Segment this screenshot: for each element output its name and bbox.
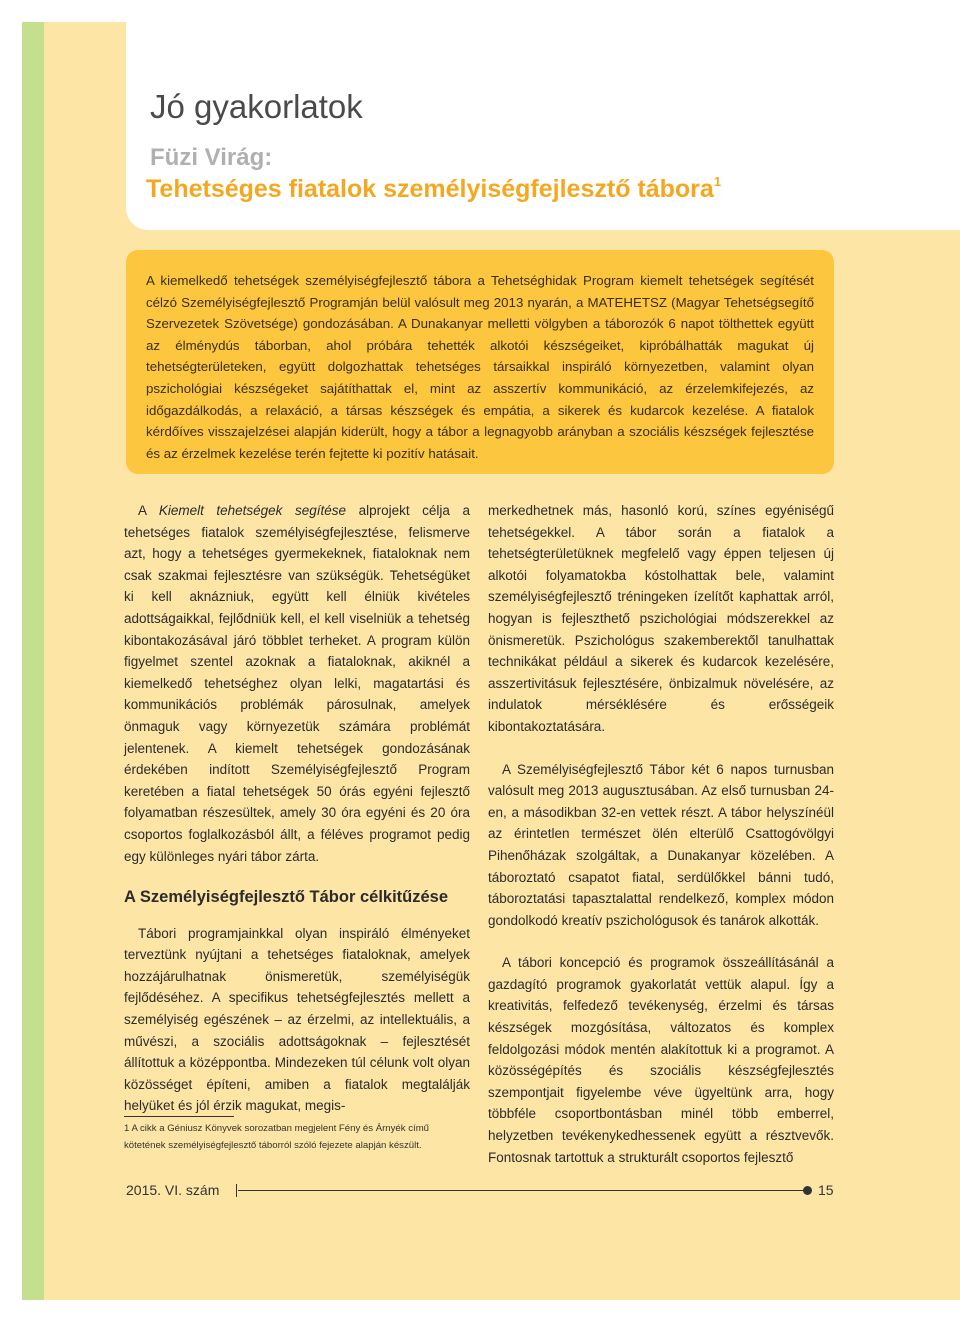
subheading: A Személyiségfejlesztő Tábor célkitűzése [124, 888, 449, 907]
left-paragraph-1 [124, 500, 470, 867]
title-footnote-mark: 1 [713, 174, 722, 189]
right-paragraph-3: A tábori koncepció és programok összeállításánál a gazdagító programok gyakorlatát vettük alapul. Így a kreativitás, felfedező tevékenység, érzelmi és társas készségek mozgósítása, változatos és komplex feldolgozási módok mentén alakítottuk ki a programot. A közösségépítés és szociális készségfejlesztés szempontjait figyelembe véve ügyeltünk arra, hogy többféle csoportbontásban minél több emberrel, helyzetben tevékenykedhessenek együtt a résztvevők. Fontosnak tartottuk a strukturált csoportos fejlesztő [488, 955, 834, 1165]
right-paragraph-1: merkedhetnek más, hasonló korú, színes egyéniségű tehetségekkel. A tábor során a fiatalok a tehetségterületüknek megfelelő vagy éppen teljesen új alkotói folyamatokba kóstolhattak bele, valamint személyiségfejlesztő tréningeken ízelítőt kaphattak arról, hogyan is fejleszthető pszichológiai módszerekkel az önismeretük. Pszichológus szakemberektől tanulhattak technikákat például a sikerek és kudarcok kezelésére, asszertivitásuk fejlesztésére, önbizalmuk növelésére, az indulatok mérséklésére és erősségeik kibontakoztatására. [488, 503, 834, 734]
article-title [146, 174, 721, 204]
footer-rule-dot [803, 1186, 812, 1195]
author-name: Füzi Virág: [150, 144, 273, 171]
green-margin-strip [22, 22, 44, 1300]
abstract-box [126, 250, 834, 474]
right-paragraph-2: A Személyiségfejlesztő Tábor két 6 napos turnusban valósult meg 2013 augusztusában. Az első turnusban 24-en, a másodikban 32-en vettek részt. A tábor helyszínéül az érintetlen természet ölén elterülő Csattogóvölgyi Pihenőházak szolgáltak, a Dunakanyar közelében. A táboroztató csapatot fiatal, serdülőkkel bánni tudó, táboroztatási tapasztalattal rendelkező, komplex módon gondolkodó kreatív pszichológusok és tanárok alkották. [488, 761, 834, 928]
left-p1-italic: Kiemelt tehetségek segítése [158, 503, 347, 518]
footnote [124, 1116, 470, 1154]
footer-rule [238, 1190, 806, 1191]
abstract-text: A kiemelkedő tehetségek személyiségfejlesztő tábora a Tehetséghidak Program kiemelt tehetségek segítését célzó Személyiségfejlesztő Programján belül valósult meg 2013 nyarán, a MATEHETSZ (Magyar Tehetségsegítő Szervezetek Szövetsége) gondozásában. A Dunakanyar melletti völgyben a táborozók 6 napot tölthettek együtt az élménydús táborban, ahol próbára tehették alkotói készségeiket, kipróbálhatták magukat új tehetségterületeken, együtt dolgozhattak tehetséges társaikkal inspiráló környezetben, valamint olyan pszichológiai készségeket sajátíthattak el, mint az asszertív kommunikáció, az érzelemkifejezés, az időgazdálkodás, a relaxáció, a társas készségek és empátia, a sikerek és kudarcok kezelése. A fiatalok kérdőíves visszajelzései alapján kiderült, hogy a tábor a legnagyobb arányban a szociális készségek fejlesztése és az érzelmek kezelése terén fejtette ki pozitív hatásait. [146, 273, 814, 461]
section-label: Jó gyakorlatok [150, 88, 363, 125]
left-paragraph-2: Tábori programjainkkal olyan inspiráló élményeket terveztünk nyújtani a tehetséges fiataloknak, amelyek hozzájárulhatnak önismeretük, személyiségük fejlődéséhez. A specifikus tehetségfejlesztés mellett a személyiség egészének – az érzelmi, az intellektuális, a művészi, a szociális adottságoknak – fejlesztését állítottuk a középpontba. Mindezeken túl célunk volt olyan közösséget építeni, amiben a fiatalok megtalálják helyüket és jól érzik magukat, megis- [124, 925, 470, 1114]
left-p1-prefix: A [138, 503, 159, 518]
right-column [488, 500, 834, 1168]
footer-rule-tick [236, 1184, 237, 1197]
footnote-text: 1 A cikk a Géniusz Könyvek sorozatban megjelent Fény és Árnyék című kötetének személyiségfejlesztő táborról szóló fejezete alapján készült. [124, 1123, 430, 1151]
page-number: 15 [818, 1182, 834, 1198]
left-column [124, 500, 470, 1117]
footer-issue: 2015. VI. szám [126, 1182, 220, 1198]
article-title-text: Tehetséges fiatalok személyiségfejlesztő tábora [146, 175, 714, 203]
left-p1-rest: alprojekt célja a tehetséges fiatalok személyiségfejlesztése, felismerve azt, hogy a tehetséges gyermekeknek, fiataloknak nem csak szakmai fejlesztésre van szükségük. Tehetségüket ki kell aknázniuk, együtt kell élniük kivételes adottságaikkal, fejlődniük kell, el kell viselniük a tehetség kibontakozásával járó többlet terheket. A program külön figyelmet szentel azoknak a fiataloknak, akiknél a kiemelkedő tehetséghez olyan lelki, magatartási és kommunikációs problémák párosulnak, amelyek önmaguk vagy környezetük számára problémát jelentenek. A kiemelt tehetségek gondozásának érdekében indított Személyiségfejlesztő Program keretében a fiatal tehetségek 50 órás egyéni fejlesztő folyamatban részesültek, amely 30 óra egyéni és 20 óra csoportos foglalkozásból állt, a féléves programot pedig egy különleges nyári tábor zárta. [124, 503, 470, 864]
footnote-rule [124, 1116, 234, 1117]
